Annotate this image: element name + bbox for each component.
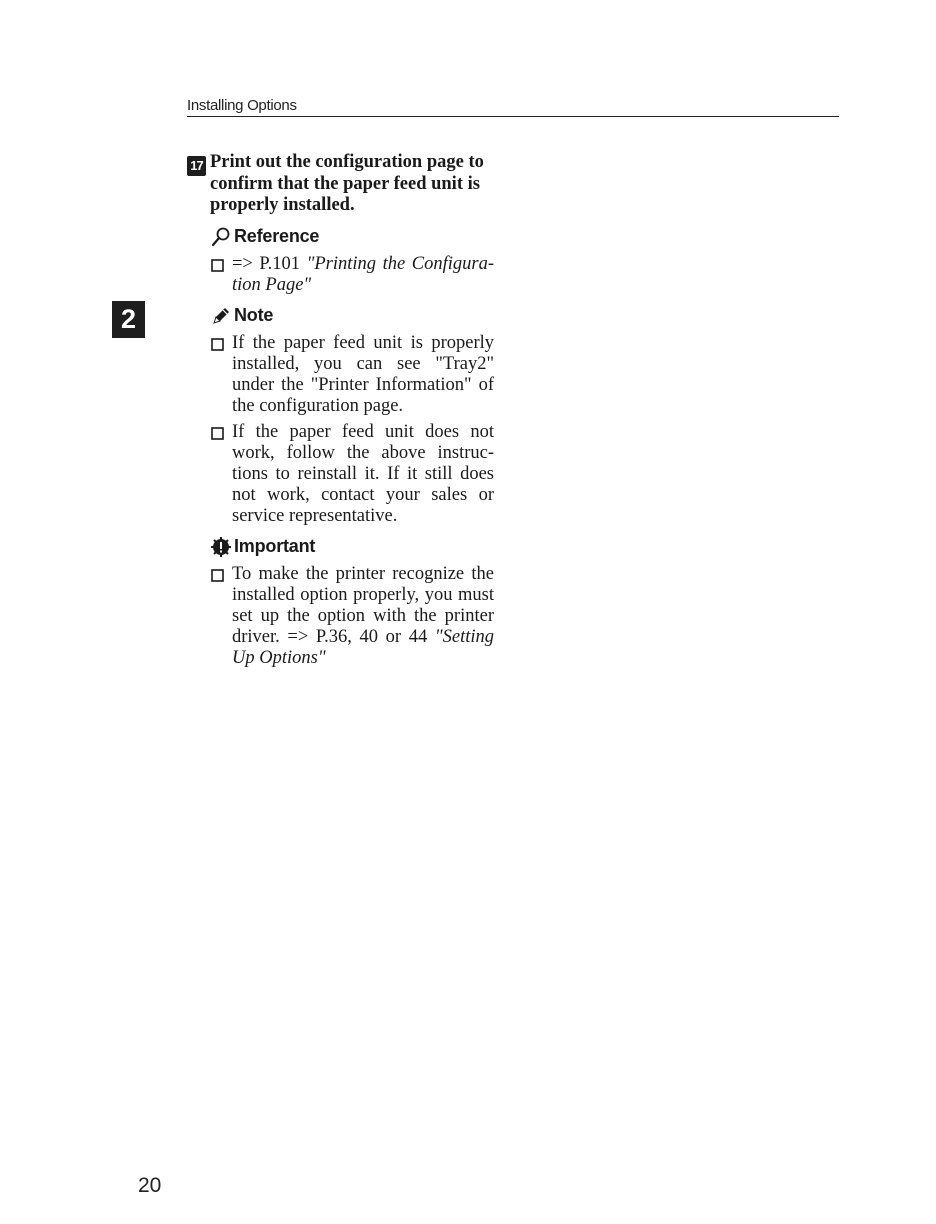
reference-heading-label: Reference [234, 226, 320, 246]
note-item [210, 333, 494, 417]
step-text: Print out the configuration page to confirm that the paper feed unit is properly installed. [210, 152, 484, 215]
note-heading-label: Note [234, 305, 274, 325]
checkbox-icon [211, 338, 224, 351]
important-item-text: To make the printer recognize the installed option properly, you must set up the option with the printer driver. => P.36, 40 or 44 [232, 563, 494, 647]
pencil-icon [210, 305, 232, 327]
checkbox-icon [211, 427, 224, 440]
important-link-title: "Setting Up Options" [232, 626, 494, 668]
note-item-text: If the paper feed unit is properly installed, you can see "Tray2" under the "Printer Information" of the configuration page. [232, 332, 494, 416]
reference-heading [210, 225, 507, 249]
important-heading-label: Important [234, 536, 316, 556]
checkbox-icon [211, 259, 224, 272]
reference-item [210, 254, 494, 296]
important-icon [210, 536, 232, 558]
reference-link-title: "Printing the Configura-tion Page" [232, 253, 494, 295]
chapter-tab [112, 301, 145, 338]
important-item [210, 564, 494, 669]
important-heading [210, 535, 507, 559]
reference-item-text: => P.101 [232, 253, 307, 274]
note-item-text: If the paper feed unit does not work, follow the above instruc-tions to reinstall it. If it still does not work, contact your sales or service representative. [232, 421, 494, 526]
main-content [187, 152, 507, 669]
page-header [187, 96, 839, 117]
header-title: Installing Options [187, 97, 297, 114]
note-heading [210, 304, 507, 328]
page-number: 20 [138, 1174, 162, 1197]
step-17 [187, 152, 507, 217]
note-item [210, 422, 494, 527]
checkbox-icon [211, 569, 224, 582]
chapter-number: 2 [120, 304, 137, 334]
magnifier-icon [210, 226, 232, 248]
step-number-badge: 17 [187, 156, 206, 176]
